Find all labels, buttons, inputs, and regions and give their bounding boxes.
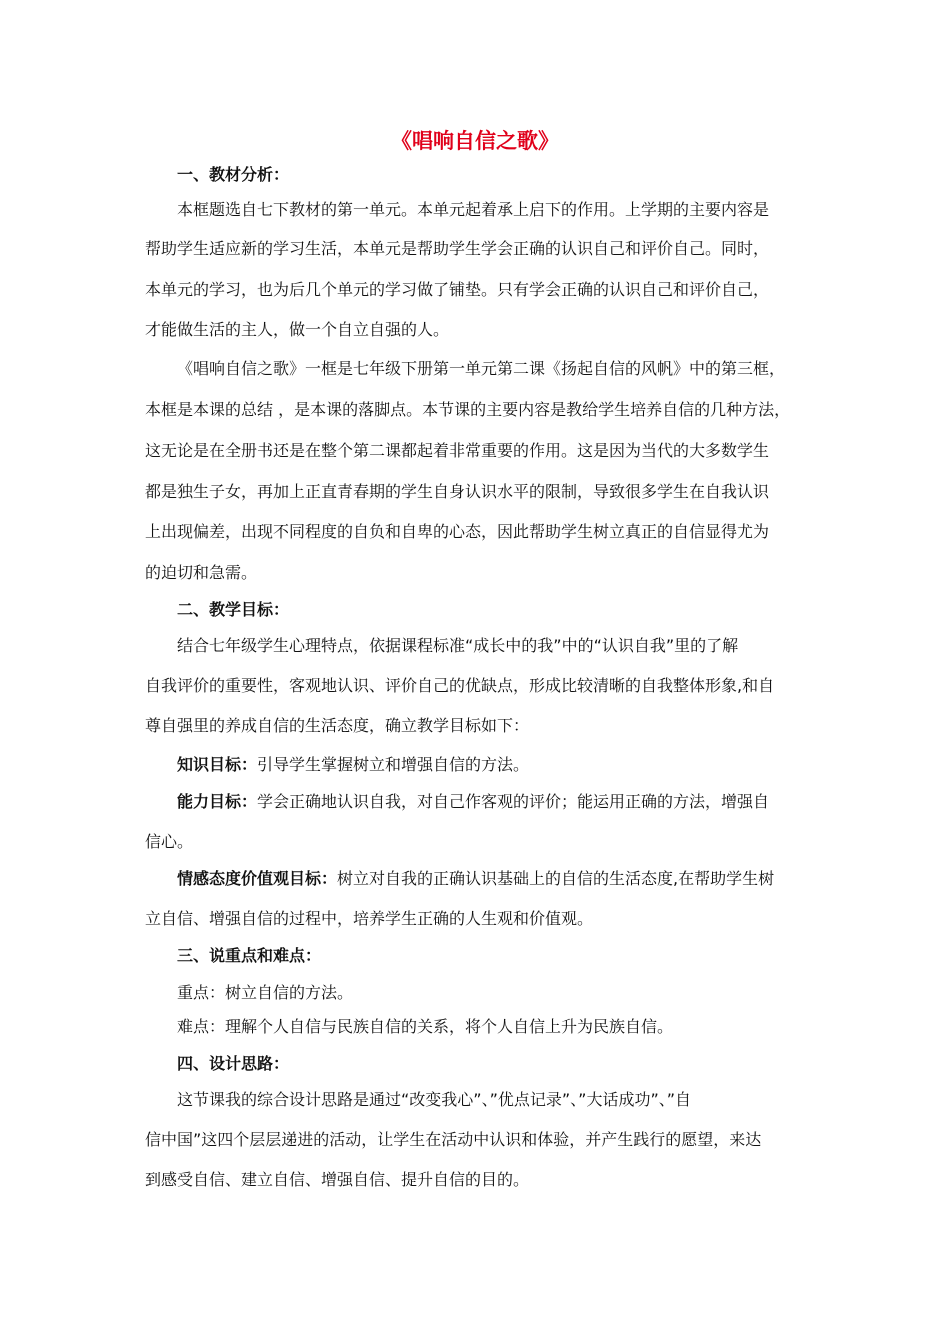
paragraph-line: 这节课我的综合设计思路是通过“改变我心”、”优点记录”、”大话成功”、”自 [177, 1090, 692, 1109]
section-heading-key-points: 三、说重点和难点： [177, 946, 322, 965]
paragraph-line: 的迫切和急需。 [145, 563, 258, 582]
section-heading-analysis: 一、教材分析： [177, 165, 290, 184]
section-heading-design: 四、设计思路： [177, 1054, 290, 1073]
knowledge-goal-label: 知识目标： [177, 755, 258, 774]
paragraph-line: 这无论是在全册书还是在整个第二课都起着非常重要的作用。这是因为当代的大多数学生 [145, 441, 770, 460]
emotion-goal-text: 树立对自我的正确认识基础上的自信的生活态度,在帮助学生树 [337, 869, 775, 888]
knowledge-goal-text: 引导学生掌握树立和增强自信的方法。 [257, 755, 530, 774]
paragraph-line: 到感受自信、建立自信、增强自信、提升自信的目的。 [145, 1170, 530, 1189]
paragraph-line: 本单元的学习，也为后几个单元的学习做了铺垫。只有学会正确的认识自己和评价自己， [145, 280, 770, 299]
paragraph-line: 本框是本课的总结 ，是本课的落脚点。本节课的主要内容是教给学生培养自信的几种方法， [145, 400, 791, 419]
paragraph-line: 上出现偏差，出现不同程度的自负和自卑的心态，因此帮助学生树立真正的自信显得尤为 [145, 522, 770, 541]
paragraph-line: 自我评价的重要性，客观地认识、评价自己的优缺点，形成比较清晰的自我整体形象,和自 [145, 676, 775, 695]
ability-goal-label: 能力目标： [177, 792, 258, 811]
emotion-goal-label: 情感态度价值观目标： [177, 869, 338, 888]
section-heading-goals: 二、教学目标： [177, 600, 290, 619]
paragraph-line: 立自信、增强自信的过程中，培养学生正确的人生观和价值观。 [145, 909, 594, 928]
document-title: 《唱响自信之歌》 [391, 129, 559, 153]
knowledge-goal [177, 755, 529, 775]
paragraph-line: 才能做生活的主人，做一个自立自强的人。 [145, 320, 450, 339]
difficult-point: 难点：理解个人自信与民族自信的关系，将个人自信上升为民族自信。 [177, 1017, 674, 1036]
key-point: 重点：树立自信的方法。 [177, 983, 354, 1002]
paragraph-line: 帮助学生适应新的学习生活，本单元是帮助学生学会正确的认识自己和评价自己。同时， [145, 239, 770, 258]
paragraph-line: 都是独生子女，再加上正直青春期的学生自身认识水平的限制，导致很多学生在自我认识 [145, 482, 770, 501]
ability-goal [177, 792, 769, 812]
paragraph-line: 《唱响自信之歌》一框是七年级下册第一单元第二课《扬起自信的风帆》中的第三框， [177, 359, 786, 378]
paragraph-line: 结合七年级学生心理特点，依据课程标准“成长中的我”中的“认识自我”里的了解 [177, 636, 739, 655]
paragraph-line: 尊自强里的养成自信的生活态度，确立教学目标如下： [145, 716, 530, 735]
paragraph-line: 本框题选自七下教材的第一单元。本单元起着承上启下的作用。上学期的主要内容是 [177, 200, 770, 219]
paragraph-line: 信中国”这四个层层递进的活动，让学生在活动中认识和体验，并产生践行的愿望，来达 [145, 1130, 762, 1149]
ability-goal-text: 学会正确地认识自我，对自己作客观的评价；能运用正确的方法，增强自 [257, 792, 770, 811]
paragraph-line: 信心。 [145, 832, 194, 851]
emotion-goal [177, 869, 774, 889]
